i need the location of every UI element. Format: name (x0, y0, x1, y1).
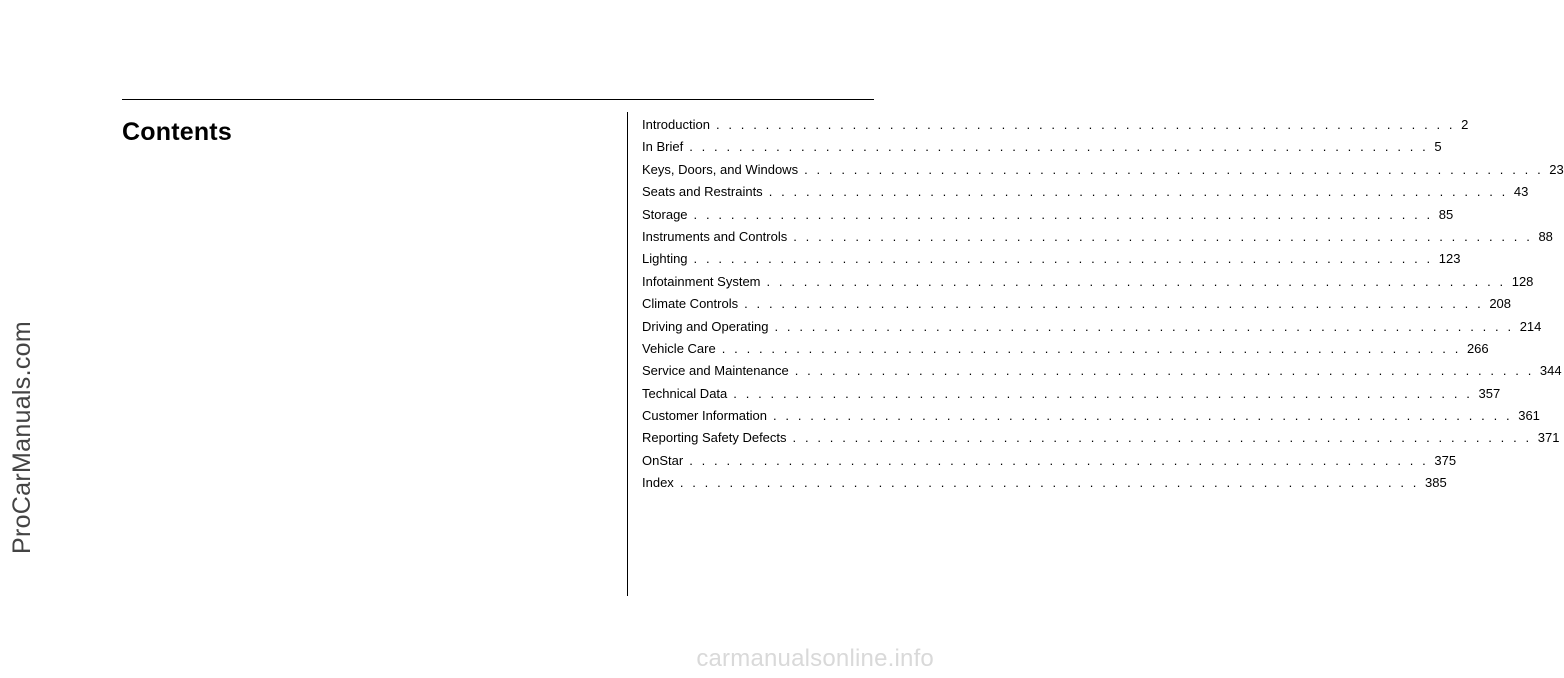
toc-entry[interactable] (642, 340, 1489, 363)
toc-entry-page: 214 (1519, 318, 1542, 334)
toc-entry[interactable] (642, 296, 1512, 318)
toc-entry-label: Seats and Restraints (642, 184, 763, 200)
column-divider (627, 112, 628, 596)
toc-entry-label: Introduction (642, 117, 710, 132)
toc-dot-leader: . . . . . . . . . . . . . . . . . . . . . . . . . . . . . . . . . . . . . . . . . . . . . . . . . . . . . . . . . . . . (689, 452, 1429, 468)
toc-entry-label: In Brief (642, 139, 684, 155)
toc-entry-label: Driving and Operating (642, 318, 769, 334)
toc-entry[interactable] (642, 117, 1469, 139)
toc-entry-page: 88 (1538, 228, 1553, 244)
side-watermark: ProCarManuals.com (8, 321, 36, 554)
toc-entry-page: 5 (1434, 139, 1442, 155)
toc-entry-label: Service and Maintenance (642, 363, 789, 379)
toc-entry[interactable] (642, 452, 1457, 475)
toc-dot-leader: . . . . . . . . . . . . . . . . . . . . . . . . . . . . . . . . . . . . . . . . . . . . . . . . . . . . . . . . . . . . (804, 161, 1544, 177)
header-rule (122, 99, 874, 100)
toc-dot-leader: . . . . . . . . . . . . . . . . . . . . . . . . . . . . . . . . . . . . . . . . . . . . . . . . . . . . . . . . . . . . (693, 251, 1433, 267)
toc-dot-leader: . . . . . . . . . . . . . . . . . . . . . . . . . . . . . . . . . . . . . . . . . . . . . . . . . . . . . . . . . . . . (733, 385, 1473, 401)
toc-entry[interactable] (642, 273, 1534, 296)
toc-entry-label: Reporting Safety Defects (642, 430, 787, 446)
toc-entry-label: Index (642, 475, 674, 491)
table-of-contents (642, 117, 1564, 498)
toc-dot-leader: . . . . . . . . . . . . . . . . . . . . . . . . . . . . . . . . . . . . . . . . . . . . . . . . . . . . . . . . . . . . (679, 475, 1420, 491)
toc-entry-label: Keys, Doors, and Windows (642, 161, 799, 177)
toc-entry-label: OnStar (642, 452, 684, 468)
toc-entry-label: Technical Data (642, 385, 728, 401)
bottom-watermark: carmanualsonline.info (696, 645, 934, 672)
toc-entry[interactable] (642, 139, 1442, 161)
toc-entry-page: 85 (1438, 206, 1454, 222)
toc-dot-leader: . . . . . . . . . . . . . . . . . . . . . . . . . . . . . . . . . . . . . . . . . . . . . . . . . . . . . . . . . . . . (794, 363, 1534, 379)
toc-entry-page: 128 (1511, 273, 1534, 289)
toc-dot-leader: . . . . . . . . . . . . . . . . . . . . . . . . . . . . . . . . . . . . . . . . . . . . . . . . . . . . . . . . . . . . (721, 340, 1461, 356)
toc-entry-label: Infotainment System (642, 273, 761, 289)
toc-dot-leader: . . . . . . . . . . . . . . . . . . . . . . . . . . . . . . . . . . . . . . . . . . . . . . . . . . . . . . . . . . . . (774, 318, 1514, 334)
toc-dot-leader: . . . . . . . . . . . . . . . . . . . . . . . . . . . . . . . . . . . . . . . . . . . . . . . . . . . . . . . . . . . . (766, 273, 1506, 289)
toc-entry[interactable] (642, 408, 1540, 430)
toc-entry-label: Instruments and Controls (642, 228, 788, 244)
toc-entry-page: 375 (1434, 452, 1457, 468)
toc-entry[interactable] (642, 385, 1501, 408)
toc-entry-label: Storage (642, 206, 688, 222)
toc-entry-page: 2 (1461, 117, 1469, 132)
toc-entry-label: Lighting (642, 251, 688, 267)
toc-entry[interactable] (642, 184, 1529, 206)
toc-dot-leader: . . . . . . . . . . . . . . . . . . . . . . . . . . . . . . . . . . . . . . . . . . . . . . . . . . . . . . . . . . . . (768, 184, 1508, 200)
toc-entry[interactable] (642, 363, 1562, 385)
page-title: Contents (122, 118, 232, 146)
toc-dot-leader: . . . . . . . . . . . . . . . . . . . . . . . . . . . . . . . . . . . . . . . . . . . . . . . . . . . . . . . . . . . . (689, 139, 1429, 155)
toc-dot-leader: . . . . . . . . . . . . . . . . . . . . . . . . . . . . . . . . . . . . . . . . . . . . . . . . . . . . . . . . . . . . (693, 206, 1433, 222)
toc-entry-label: Vehicle Care (642, 340, 716, 356)
toc-dot-leader: . . . . . . . . . . . . . . . . . . . . . . . . . . . . . . . . . . . . . . . . . . . . . . . . . . . . . . . . . . . . (715, 117, 1456, 132)
toc-entry-page: 361 (1518, 408, 1540, 424)
toc-entry-page: 385 (1425, 475, 1447, 491)
toc-entry-page: 23 (1549, 161, 1564, 177)
toc-entry[interactable] (642, 161, 1564, 184)
toc-entry-label: Customer Information (642, 408, 767, 424)
toc-entry-page: 266 (1466, 340, 1489, 356)
toc-entry-page: 344 (1539, 363, 1562, 379)
toc-entry[interactable] (642, 475, 1447, 497)
toc-entry[interactable] (642, 228, 1553, 251)
toc-entry-page: 371 (1537, 430, 1560, 446)
toc-dot-leader: . . . . . . . . . . . . . . . . . . . . . . . . . . . . . . . . . . . . . . . . . . . . . . . . . . . . . . . . . . . . (773, 408, 1513, 424)
toc-entry[interactable] (642, 430, 1560, 452)
toc-entry[interactable] (642, 206, 1454, 229)
toc-entry-page: 357 (1478, 385, 1501, 401)
toc-entry-page: 208 (1489, 296, 1512, 312)
toc-entry[interactable] (642, 251, 1461, 273)
toc-entry-page: 123 (1438, 251, 1461, 267)
toc-dot-leader: . . . . . . . . . . . . . . . . . . . . . . . . . . . . . . . . . . . . . . . . . . . . . . . . . . . . . . . . . . . . (793, 228, 1533, 244)
toc-entry-label: Climate Controls (642, 296, 739, 312)
toc-dot-leader: . . . . . . . . . . . . . . . . . . . . . . . . . . . . . . . . . . . . . . . . . . . . . . . . . . . . . . . . . . . . (744, 296, 1484, 312)
toc-dot-leader: . . . . . . . . . . . . . . . . . . . . . . . . . . . . . . . . . . . . . . . . . . . . . . . . . . . . . . . . . . . . (792, 430, 1532, 446)
toc-entry-page: 43 (1513, 184, 1529, 200)
toc-entry[interactable] (642, 318, 1542, 341)
